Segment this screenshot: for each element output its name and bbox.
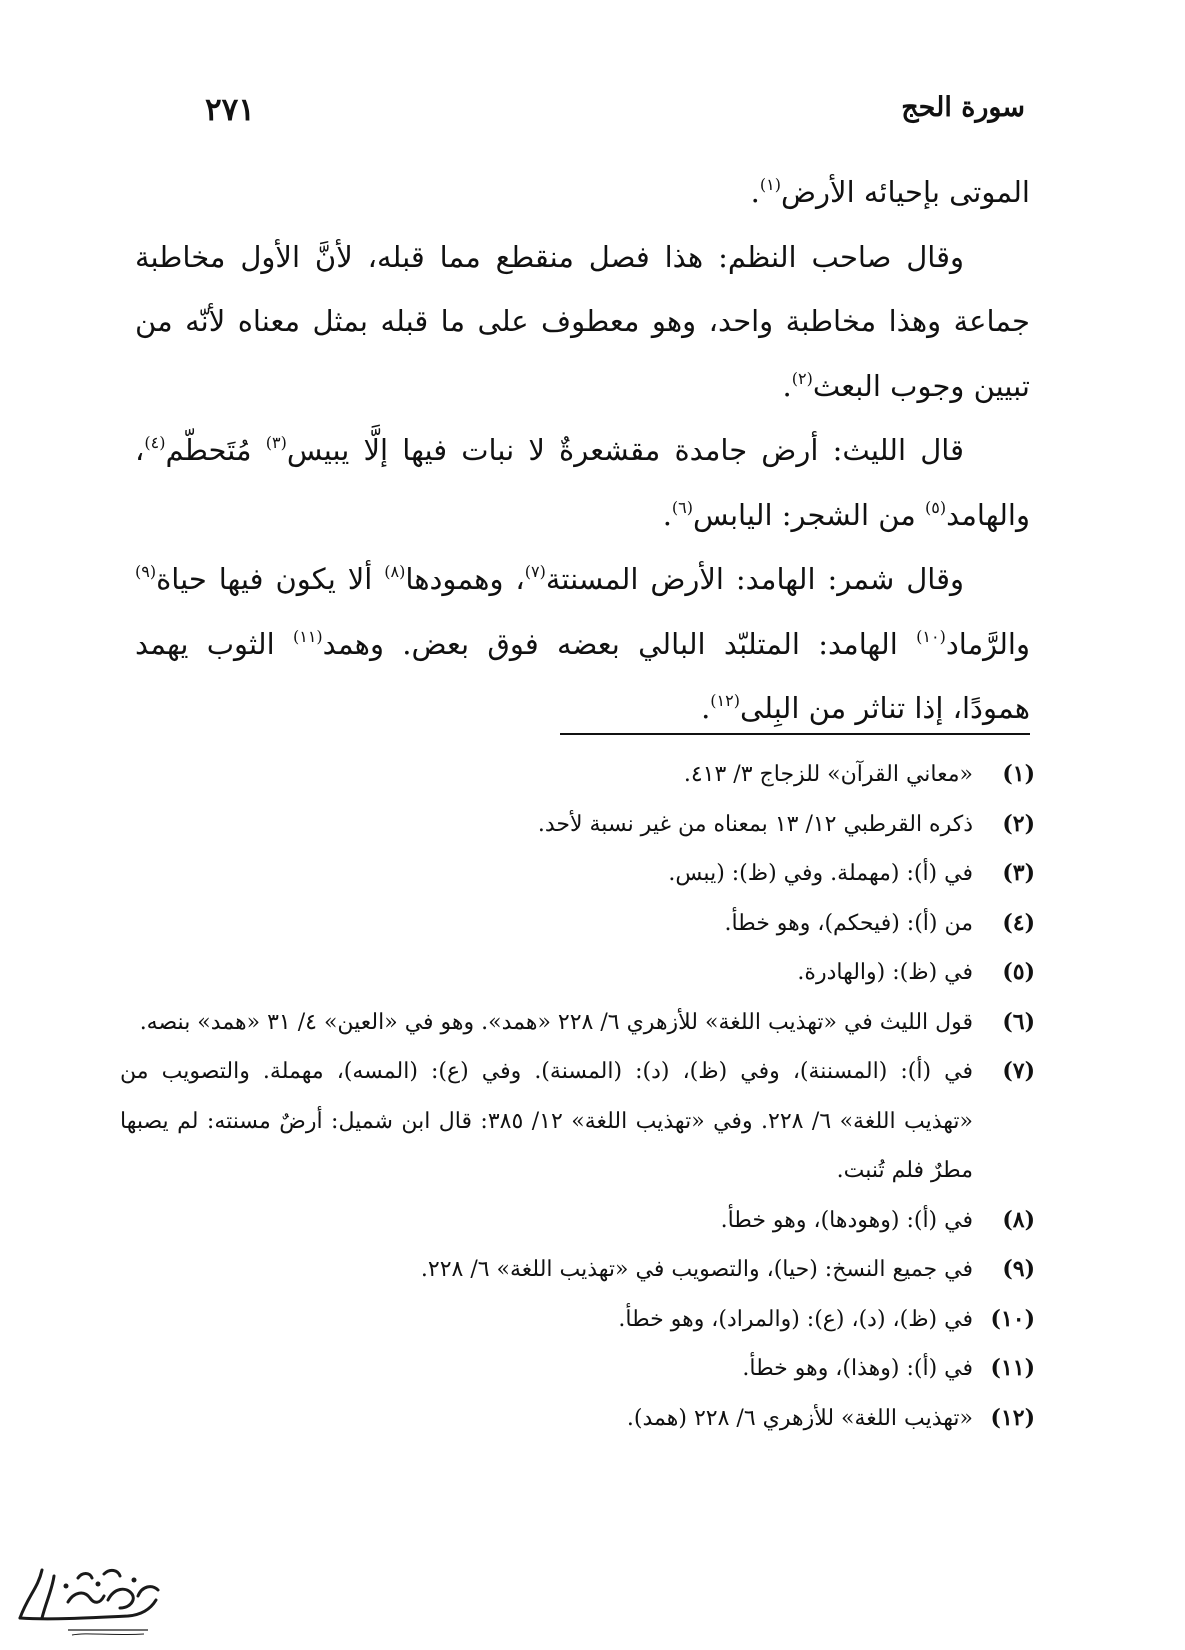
footnote-number: (٤) — [1002, 909, 1035, 936]
text-run: . — [701, 691, 711, 725]
footnote — [120, 750, 1035, 800]
text-run: ، والهامد — [135, 433, 1030, 532]
footnote-ref: (٣) — [265, 433, 287, 452]
footnote-number: (٩) — [1002, 1256, 1035, 1282]
footnote-number: (٥) — [1002, 959, 1035, 985]
stamp-graphic — [8, 1556, 168, 1640]
footnote — [120, 1047, 1035, 1196]
text-run: قال الليث: أرض جامدة مقشعرةٌ لا نبات فيها إلَّا يبيس — [286, 433, 964, 467]
footnote-text: من (أ): (فيحكم)، وهو خطأ. — [724, 910, 973, 936]
footnote-ref: (٩) — [135, 562, 157, 581]
footnote — [120, 899, 1035, 949]
footnote-number: (٨) — [1002, 1206, 1035, 1233]
footnote-text: في (أ): (وهودها)، وهو خطأ. — [720, 1207, 973, 1233]
footnote-number: (٦) — [1002, 1008, 1035, 1035]
text-run: مُتَحطّم — [165, 433, 266, 467]
text-run: ألا يكون فيها حياة — [156, 562, 385, 596]
paragraph-3 — [135, 418, 1030, 547]
text-run: الموتى بإحيائه الأرض — [780, 175, 1030, 209]
text-run: وقال شمر: الهامد: الأرض المسنتة — [545, 562, 964, 596]
footnote-ref: (٦) — [671, 497, 693, 517]
footnote-number: (٧) — [1002, 1058, 1035, 1084]
footnote-number: (١٠) — [990, 1305, 1035, 1332]
footnote — [120, 998, 1035, 1048]
footnote — [120, 800, 1035, 850]
footnote-text: «تهذيب اللغة» للأزهري ٦/ ٢٢٨ (همد). — [626, 1405, 973, 1431]
footnote — [120, 1344, 1035, 1394]
footnote-ref: (٧) — [524, 562, 546, 581]
footnote-text: في (أ): (وهذا)، وهو خطأ. — [742, 1356, 973, 1381]
footnote — [120, 849, 1035, 899]
text-run: من الشجر: اليابس — [693, 497, 926, 532]
footnote-number: (١٢) — [990, 1404, 1035, 1431]
footnotes-list — [120, 750, 1035, 1443]
surah-title: سورة الحج — [901, 92, 1025, 123]
footnote-number: (٢) — [1002, 810, 1035, 837]
footnote-ref: (٥) — [925, 497, 947, 517]
footnote-text: في (ظ): (والهادرة. — [797, 960, 973, 985]
text-run: ، وهمودها — [405, 562, 525, 596]
main-text — [135, 160, 1030, 741]
paragraph-4 — [135, 547, 1030, 741]
text-run: . — [662, 497, 672, 532]
footnote — [120, 1295, 1035, 1345]
text-run: وقال صاحب النظم: هذا فصل منقطع مما قبله، لأنَّ الأول مخاطبة جماعة وهذا مخاطبة واحد، وهو معطوف على ما قبله بمثل معناه لأنّه من تبيين وجوب البعث — [135, 239, 1030, 403]
footnote — [120, 1394, 1035, 1444]
footnote-ref: (٨) — [384, 562, 406, 581]
footnote-divider — [560, 733, 1030, 735]
footnote — [120, 1245, 1035, 1295]
footnote-ref: (٤) — [144, 433, 166, 452]
paragraph-2 — [135, 225, 1030, 419]
paragraph-1 — [135, 160, 1030, 225]
footnote-text: في (أ): (المسننة)، وفي (ظ)، (د): (المسنة). وفي (ع): (المسه)، مهملة. والتصويب من «تهذيب اللغة» ٦/ ٢٢٨. وفي «تهذيب اللغة» ١٢/ ٣٨٥: قال ابن شميل: أرضٌ مسنته: لم يصبها مطرٌ فلم تُنبت. — [120, 1059, 974, 1183]
footnote-number: (١) — [1002, 761, 1035, 787]
footnote-text: في (ظ)، (د)، (ع): (والمراد)، وهو خطأ. — [618, 1306, 973, 1332]
footnote-ref: (١١) — [292, 626, 323, 646]
footnote — [120, 1196, 1035, 1246]
text-run: الثوب يهمد همودًا، إذا تناثر من البِلى — [135, 626, 1030, 725]
footnote-text: قول الليث في «تهذيب اللغة» للأزهري ٦/ ٢٢٨ «همد». وهو في «العين» ٤/ ٣١ «همد» بنصه. — [139, 1009, 973, 1035]
text-run: الهامد: المتلبّد البالي بعضه فوق بعض. وهمد — [322, 626, 917, 661]
footnote-number: (٣) — [1002, 860, 1035, 886]
calligraphy-stamp-icon — [8, 1556, 168, 1640]
footnote — [120, 948, 1035, 998]
footnote-ref: (١٠) — [916, 626, 946, 646]
page-number: ٢٧١ — [205, 92, 255, 128]
footnote-text: ذكره القرطبي ١٢/ ١٣ بمعناه من غير نسبة لأحد. — [537, 811, 973, 837]
text-run: . — [782, 368, 792, 403]
page-header — [205, 92, 1025, 142]
footnote-text: في (أ): (مهملة. وفي (ظ): (يبس. — [668, 861, 973, 886]
footnote-text: «معاني القرآن» للزجاج ٣/ ٤١٣. — [683, 762, 973, 787]
footnote-number: (١١) — [990, 1355, 1035, 1381]
footnote-ref: (١٢) — [710, 691, 740, 710]
footnote-ref: (١) — [759, 175, 781, 194]
footnote-ref: (٢) — [791, 368, 813, 388]
text-run: والرَّماد — [945, 626, 1030, 661]
footnote-text: في جميع النسخ: (حيا)، والتصويب في «تهذيب اللغة» ٦/ ٢٢٨. — [420, 1257, 973, 1282]
text-run: . — [750, 175, 760, 209]
